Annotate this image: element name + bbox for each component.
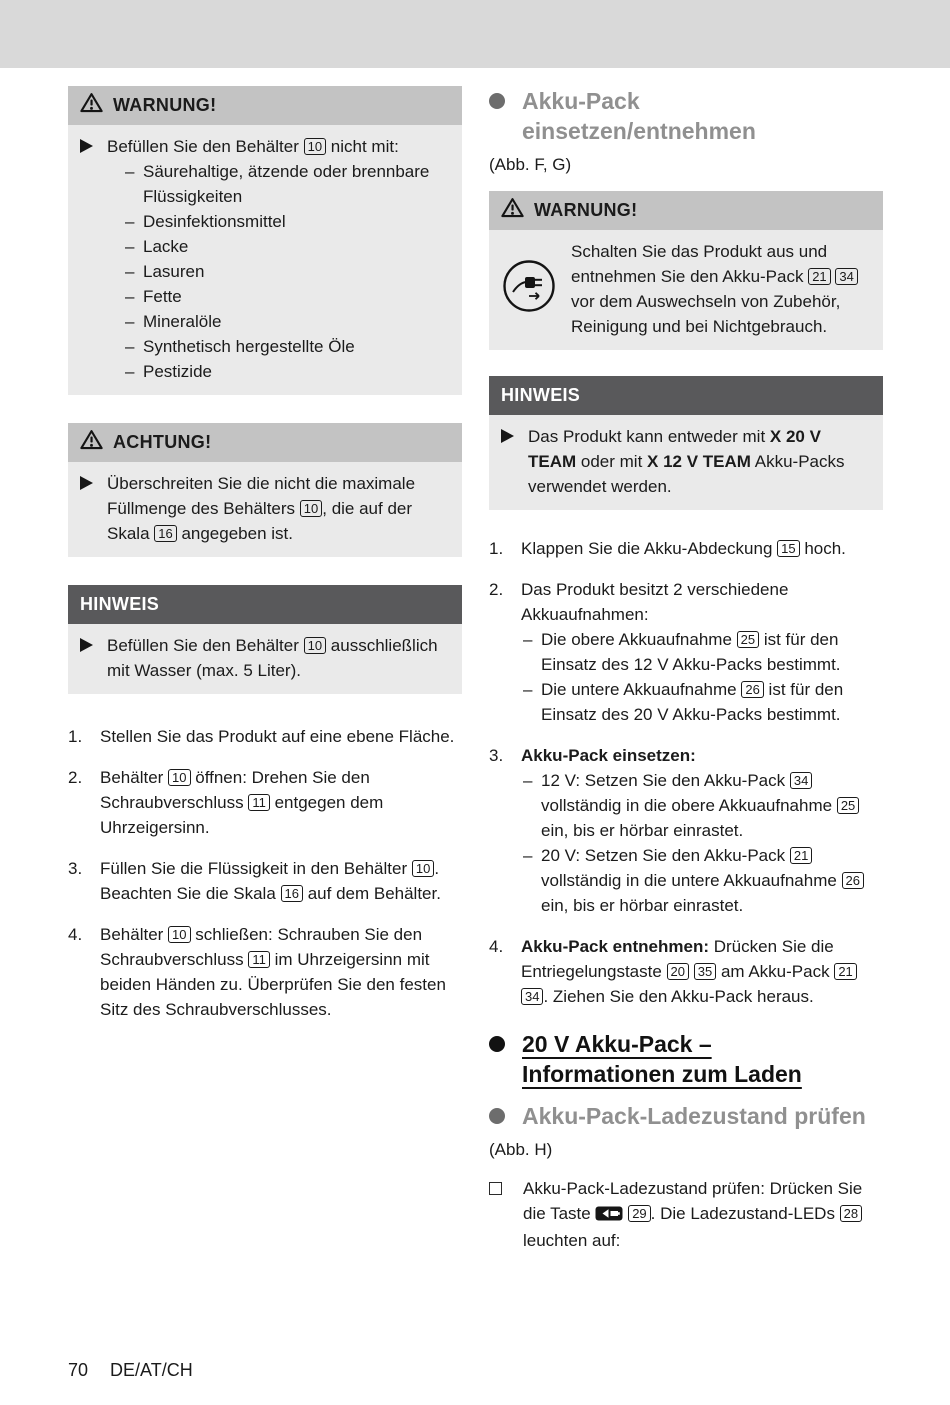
list-item-text: 12 V: Setzen Sie den Akku-Pack 34 vollständig in die obere Akkuaufnahme 25 ein, bis er hörbar einrastet. — [541, 768, 883, 843]
list-item — [523, 627, 883, 677]
part-reference-number: 21 — [834, 963, 856, 980]
page-footer — [68, 1358, 193, 1383]
note-box-water — [68, 585, 462, 694]
step-number: 1. — [489, 539, 504, 558]
warning-title: WARNUNG! — [113, 95, 217, 115]
step-number: 2. — [489, 580, 504, 599]
list-item — [523, 677, 883, 727]
warning-header — [489, 191, 883, 230]
step-number: 3. — [68, 859, 83, 878]
right-column — [489, 86, 883, 1253]
step-text: Füllen Sie die Flüssigkeit in den Behälter 10 . Beachten Sie die Skala 16 auf dem Behälter. — [100, 859, 441, 903]
list-item-text: Säurehaltige, ätzende oder brennbare Flüssigkeiten — [143, 162, 430, 206]
forbidden-liquids-list — [107, 159, 448, 384]
list-item-text: Lasuren — [143, 262, 205, 281]
list-item-text: Lacke — [143, 237, 189, 256]
part-reference-number: 25 — [837, 797, 859, 814]
dash-bullet: – — [523, 680, 533, 699]
dash-bullet: – — [125, 362, 135, 381]
list-item-text: 20 V: Setzen Sie den Akku-Pack 21 vollständig in die untere Akkuaufnahme 26 ein, bis er hörbar einrastet. — [541, 843, 883, 918]
part-reference-number: 20 — [667, 963, 689, 980]
list-item — [125, 259, 448, 284]
arrow-bullet-icon — [80, 139, 93, 153]
list-item — [125, 284, 448, 309]
part-reference-number: 10 — [300, 500, 322, 517]
numbered-step — [68, 765, 462, 840]
page-top-band — [0, 0, 950, 68]
numbered-step — [489, 934, 883, 1009]
step-number: 1. — [68, 727, 83, 746]
list-item — [125, 209, 448, 234]
dash-bullet: – — [125, 262, 135, 281]
section-title-text: Akku-Pack einsetzen/entnehmen — [522, 88, 756, 144]
attention-box — [68, 423, 462, 557]
dash-bullet: – — [523, 771, 533, 790]
step-number: 3. — [489, 746, 504, 765]
figure-reference: (Abb. H) — [489, 1140, 553, 1159]
list-item-text: Mineralöle — [143, 312, 222, 331]
part-reference-number: 15 — [777, 540, 799, 557]
section-bullet-icon — [489, 1108, 505, 1124]
unplug-device-icon — [501, 258, 557, 321]
part-reference-number: 11 — [248, 794, 270, 811]
section-heading-akku-pack-einsetzen — [489, 86, 867, 146]
step-number: 4. — [68, 925, 83, 944]
note-body — [489, 415, 883, 510]
arrow-bullet-icon — [501, 429, 514, 443]
battery-mount-list — [521, 627, 883, 727]
warning-triangle-icon — [501, 197, 524, 225]
battery-insert-list — [521, 768, 883, 918]
dash-bullet: – — [125, 212, 135, 231]
numbered-step — [68, 922, 462, 1022]
attention-header — [68, 423, 462, 462]
part-reference-number: 21 — [790, 847, 812, 864]
part-reference-number: 34 — [835, 268, 857, 285]
part-reference-number: 26 — [842, 872, 864, 889]
step-text: Das Produkt besitzt 2 verschiedene Akkuaufnahmen: — [521, 580, 789, 624]
part-reference-number: 10 — [304, 637, 326, 654]
note-title: HINWEIS — [501, 385, 581, 405]
part-reference-number: 11 — [248, 951, 270, 968]
part-reference-number: 25 — [737, 631, 759, 648]
list-item — [125, 309, 448, 334]
list-item-text: Fette — [143, 287, 182, 306]
list-item — [125, 159, 448, 209]
numbered-step — [68, 724, 462, 749]
attention-text: Überschreiten Sie die nicht die maximale Füllmenge des Behälters 10 , die auf der Skala 16 angegeben ist. — [107, 474, 416, 543]
dash-bullet: – — [125, 237, 135, 256]
note-body — [68, 624, 462, 694]
attention-body — [68, 462, 462, 557]
note-box-team — [489, 376, 883, 510]
left-column — [68, 86, 462, 1038]
part-reference-number: 34 — [521, 988, 543, 1005]
warning-body — [489, 230, 883, 350]
note-title: HINWEIS — [80, 594, 160, 614]
warning-header — [68, 86, 462, 125]
list-item — [125, 334, 448, 359]
note-text: Befüllen Sie den Behälter 10 ausschließlich mit Wasser (max. 5 Liter). — [107, 636, 438, 680]
section-bullet-icon — [489, 93, 505, 109]
section-title-text: 20 V Akku-Pack – Informationen zum Laden — [522, 1031, 802, 1087]
part-reference-number: 21 — [808, 268, 830, 285]
numbered-step — [489, 536, 883, 561]
list-item — [523, 768, 883, 843]
warning-body — [68, 125, 462, 395]
dash-bullet: – — [125, 337, 135, 356]
dash-bullet: – — [125, 162, 135, 181]
section-heading-ladezustand — [489, 1101, 867, 1131]
region-code: DE/AT/CH — [110, 1360, 193, 1380]
dash-bullet: – — [523, 630, 533, 649]
numbered-step — [489, 743, 883, 918]
step-number: 4. — [489, 937, 504, 956]
part-reference-number: 29 — [628, 1205, 650, 1222]
step-text: Behälter 10 öffnen: Drehen Sie den Schraubverschluss 11 entgegen dem Uhrzeigersinn. — [100, 768, 384, 837]
section-title-text: Akku-Pack-Ladezustand prüfen — [522, 1103, 866, 1129]
part-reference-number: 16 — [154, 525, 176, 542]
warning-text: Schalten Sie das Produkt aus und entnehmen Sie den Akku-Pack 21 34 vor dem Auswechseln von Zubehör, Reinigung und bei Nichtgebrauch. — [571, 239, 869, 339]
list-item — [125, 234, 448, 259]
note-text: Das Produkt kann entweder mit X 20 V TEAM oder mit X 12 V TEAM Akku-Packs verwendet werden. — [528, 427, 845, 496]
checkbox-item-text: Akku-Pack-Ladezustand prüfen: Drücken Sie die Taste 29 . Die Ladezustand-LEDs 28 leuchten auf: — [523, 1179, 863, 1250]
note-header — [68, 585, 462, 624]
warning-triangle-icon — [80, 92, 103, 120]
step-text: Stellen Sie das Produkt auf eine ebene Fläche. — [100, 727, 455, 746]
dash-bullet: – — [523, 846, 533, 865]
part-reference-number: 10 — [168, 769, 190, 786]
warning-box-fill — [68, 86, 462, 395]
part-reference-number: 34 — [790, 772, 812, 789]
dash-bullet: – — [125, 287, 135, 306]
page-number: 70 — [68, 1360, 89, 1380]
list-item — [523, 843, 883, 918]
dash-bullet: – — [125, 312, 135, 331]
note-header — [489, 376, 883, 415]
arrow-bullet-icon — [80, 476, 93, 490]
list-item-text: Desinfektionsmittel — [143, 212, 286, 231]
figure-reference: (Abb. F, G) — [489, 155, 572, 174]
warning-lead-text: Befüllen Sie den Behälter 10 nicht mit: — [107, 137, 399, 156]
arrow-bullet-icon — [80, 638, 93, 652]
step-text: Akku-Pack einsetzen: — [521, 746, 696, 765]
step-text: Klappen Sie die Akku-Abdeckung 15 hoch. — [521, 539, 846, 558]
list-item-text: Synthetisch hergestellte Öle — [143, 337, 355, 356]
part-reference-number: 10 — [412, 860, 434, 877]
checkbox-icon — [489, 1182, 502, 1195]
step-number: 2. — [68, 768, 83, 787]
part-reference-number: 28 — [840, 1205, 862, 1222]
step-text: Behälter 10 schließen: Schrauben Sie den Schraubverschluss 11 im Uhrzeigersinn mit beiden Händen zu. Überprüfen Sie den festen Sitz des Schraubverschlusses. — [100, 925, 446, 1019]
list-item — [125, 359, 448, 384]
part-reference-number: 16 — [281, 885, 303, 902]
numbered-step — [68, 856, 462, 906]
list-item-text: Pestizide — [143, 362, 212, 381]
attention-title: ACHTUNG! — [113, 432, 212, 452]
part-reference-number: 26 — [741, 681, 763, 698]
warning-title: WARNUNG! — [534, 200, 638, 220]
list-item-text: Die obere Akkuaufnahme 25 ist für den Einsatz des 12 V Akku-Packs bestimmt. — [541, 630, 841, 674]
section-heading-20v-laden — [489, 1029, 867, 1089]
warning-box-battery — [489, 191, 883, 350]
part-reference-number: 35 — [694, 963, 716, 980]
numbered-step — [489, 577, 883, 727]
part-reference-number: 10 — [304, 138, 326, 155]
checkbox-item — [489, 1176, 883, 1253]
part-reference-number: 10 — [168, 926, 190, 943]
section-bullet-icon — [489, 1036, 505, 1052]
step-text: Akku-Pack entnehmen: Drücken Sie die Entriegelungstaste 20 35 am Akku-Pack 21 34 . Ziehen Sie den Akku-Pack heraus. — [521, 934, 883, 1009]
list-item-text: Die untere Akkuaufnahme 26 ist für den Einsatz des 20 V Akku-Packs bestimmt. — [541, 680, 844, 724]
warning-triangle-icon — [80, 429, 103, 457]
battery-test-button-icon — [595, 1203, 623, 1228]
